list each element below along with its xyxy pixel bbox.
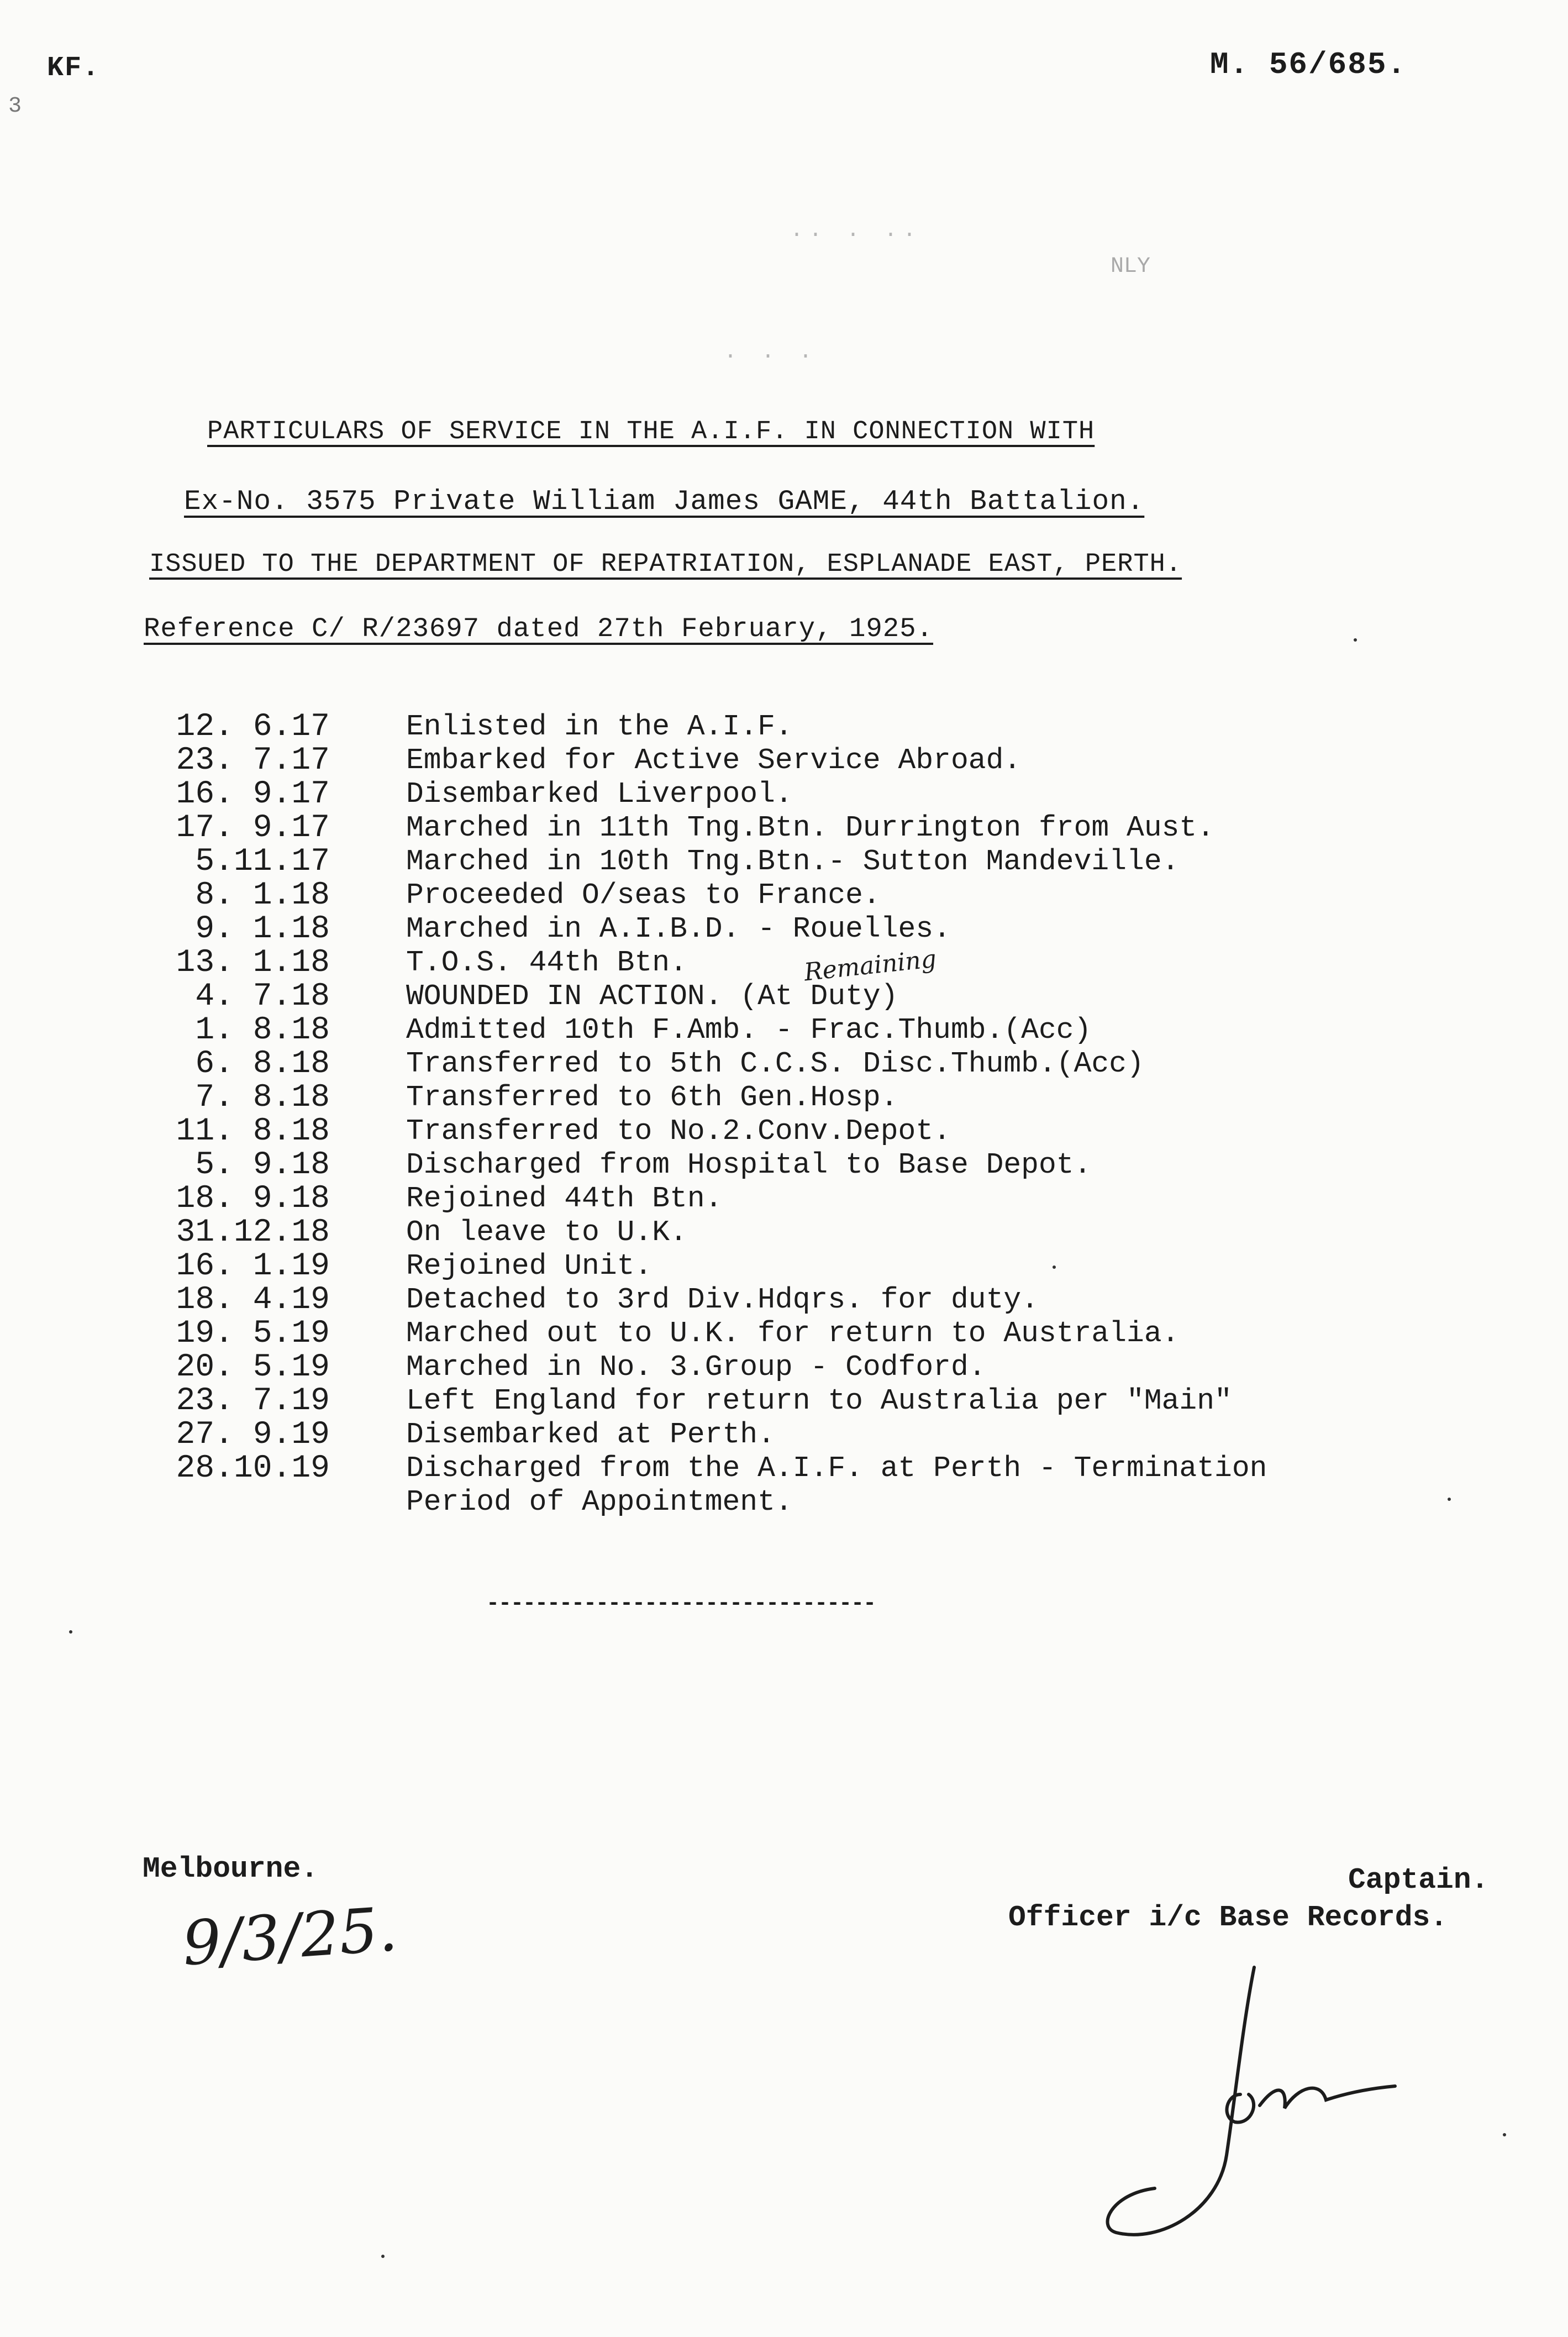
scan-speck xyxy=(69,1630,72,1634)
document-title: PARTICULARS OF SERVICE IN THE A.I.F. IN CONNECTION WITH xyxy=(207,417,1095,447)
entry-text: Detached to 3rd Div.Hdqrs. for duty. xyxy=(406,1283,1039,1316)
scan-speck xyxy=(1503,2133,1506,2136)
entry-date: 13. 1.18 xyxy=(176,945,330,981)
signatory-office: Officer i/c Base Records. xyxy=(1008,1901,1448,1934)
entry-text: Rejoined Unit. xyxy=(406,1249,653,1283)
entry-text: Discharged from Hospital to Base Depot. xyxy=(406,1148,1092,1181)
service-entry xyxy=(163,1115,1434,1148)
service-entry xyxy=(163,1351,1434,1384)
entry-date: 17. 9.17 xyxy=(176,810,330,846)
entry-text: Proceeded O/seas to France. xyxy=(406,879,881,912)
entry-text: Marched in A.I.B.D. - Rouelles. xyxy=(406,912,951,946)
entry-text: T.O.S. 44th Btn. xyxy=(406,946,687,979)
entry-date: 23. 7.19 xyxy=(176,1383,330,1419)
entry-text: Transferred to 5th C.C.S. Disc.Thumb.(Acc) xyxy=(406,1047,1144,1080)
service-entry xyxy=(163,778,1434,811)
entry-text: Transferred to 6th Gen.Hosp. xyxy=(406,1081,898,1114)
service-entry xyxy=(163,912,1434,946)
entry-date: 5. 9.18 xyxy=(195,1147,330,1183)
service-entry xyxy=(163,1047,1434,1081)
entry-text: Marched in 11th Tng.Btn. Durrington from Aust. xyxy=(406,811,1215,844)
service-entry xyxy=(163,845,1434,879)
reference-line: Reference C/ R/23697 dated 27th February, 1925. xyxy=(144,613,934,644)
reference-number: M. 56/685. xyxy=(1210,47,1407,82)
entry-text: Marched in 10th Tng.Btn.- Sutton Mandeville. xyxy=(406,845,1180,878)
entry-date: 23. 7.17 xyxy=(176,743,330,779)
service-entry xyxy=(163,1317,1434,1351)
signature xyxy=(1094,1956,1414,2266)
entry-date: 16. 9.17 xyxy=(176,776,330,812)
entry-text: Transferred to No.2.Conv.Depot. xyxy=(406,1115,951,1148)
entry-text: Enlisted in the A.I.F. xyxy=(406,710,793,743)
service-entry xyxy=(163,1182,1434,1216)
entry-text: Admitted 10th F.Amb. - Frac.Thumb.(Acc) xyxy=(406,1013,1092,1047)
scan-speck xyxy=(1053,1265,1056,1269)
entry-text: WOUNDED IN ACTION. (At Duty) xyxy=(406,980,898,1013)
service-record-list xyxy=(163,710,1434,1519)
service-entry xyxy=(163,1249,1434,1283)
service-entry xyxy=(163,1452,1434,1519)
entry-date: 9. 1.18 xyxy=(195,911,330,947)
handwritten-annotation: Remaining xyxy=(802,944,938,987)
entry-date: 7. 8.18 xyxy=(195,1080,330,1116)
entry-date: 16. 1.19 xyxy=(176,1248,330,1284)
entry-text: Disembarked Liverpool. xyxy=(406,778,793,811)
faint-stamp: .. . .. xyxy=(790,218,922,243)
service-entry xyxy=(163,980,1434,1013)
service-entry xyxy=(163,1283,1434,1317)
entry-text: Marched out to U.K. for return to Australia. xyxy=(406,1317,1180,1350)
service-entry xyxy=(163,744,1434,778)
issued-to-line: ISSUED TO THE DEPARTMENT OF REPATRIATION, ESPLANADE EAST, PERTH. xyxy=(149,550,1182,579)
entry-date: 8. 1.18 xyxy=(195,878,330,913)
entry-date: 5.11.17 xyxy=(195,844,330,880)
entry-text: Marched in No. 3.Group - Codford. xyxy=(406,1351,986,1384)
service-entry xyxy=(163,1081,1434,1115)
margin-mark: 3 xyxy=(8,94,22,119)
entry-date: 11. 8.18 xyxy=(176,1114,330,1149)
entry-text: Discharged from the A.I.F. at Perth - Termination Period of Appointment. xyxy=(406,1452,1267,1519)
faint-stamp: NLY xyxy=(1111,254,1151,279)
entry-date: 28.10.19 xyxy=(176,1451,330,1487)
entry-text: Left England for return to Australia per "Main" xyxy=(406,1384,1232,1417)
entry-date: 6. 8.18 xyxy=(195,1046,330,1082)
place-of-issue: Melbourne. xyxy=(143,1852,319,1886)
scan-speck xyxy=(1354,638,1357,642)
service-entry xyxy=(163,710,1434,744)
service-entry xyxy=(163,1148,1434,1182)
entry-date: 27. 9.19 xyxy=(176,1417,330,1453)
entry-text: Embarked for Active Service Abroad. xyxy=(406,744,1022,777)
service-entry xyxy=(163,879,1434,912)
file-code: KF. xyxy=(47,52,101,84)
entry-date: 12. 6.17 xyxy=(176,709,330,745)
subject-line: Ex-No. 3575 Private William James GAME, 44th Battalion. xyxy=(184,486,1145,518)
entry-text: Rejoined 44th Btn. xyxy=(406,1182,723,1215)
entry-date: 20. 5.19 xyxy=(176,1349,330,1385)
scan-speck xyxy=(381,2255,385,2258)
faint-stamp: . . . xyxy=(724,340,818,365)
service-entry xyxy=(163,1418,1434,1452)
entry-date: 18. 4.19 xyxy=(176,1282,330,1318)
service-entry xyxy=(163,1013,1434,1047)
service-entry xyxy=(163,946,1434,980)
handwritten-date: 9/3/25. xyxy=(180,1893,400,1979)
entry-date: 1. 8.18 xyxy=(195,1012,330,1048)
service-entry xyxy=(163,1216,1434,1249)
service-entry xyxy=(163,811,1434,845)
entry-date: 4. 7.18 xyxy=(195,979,330,1015)
scan-speck xyxy=(1448,1498,1451,1501)
entry-date: 31.12.18 xyxy=(176,1215,330,1251)
service-entry xyxy=(163,1384,1434,1418)
entry-date: 18. 9.18 xyxy=(176,1181,330,1217)
signatory-rank: Captain. xyxy=(1348,1863,1489,1897)
entry-date: 19. 5.19 xyxy=(176,1316,330,1352)
entry-text: On leave to U.K. xyxy=(406,1216,687,1249)
separator-line: -------------------------------- xyxy=(486,1592,876,1616)
entry-text: Disembarked at Perth. xyxy=(406,1418,775,1451)
